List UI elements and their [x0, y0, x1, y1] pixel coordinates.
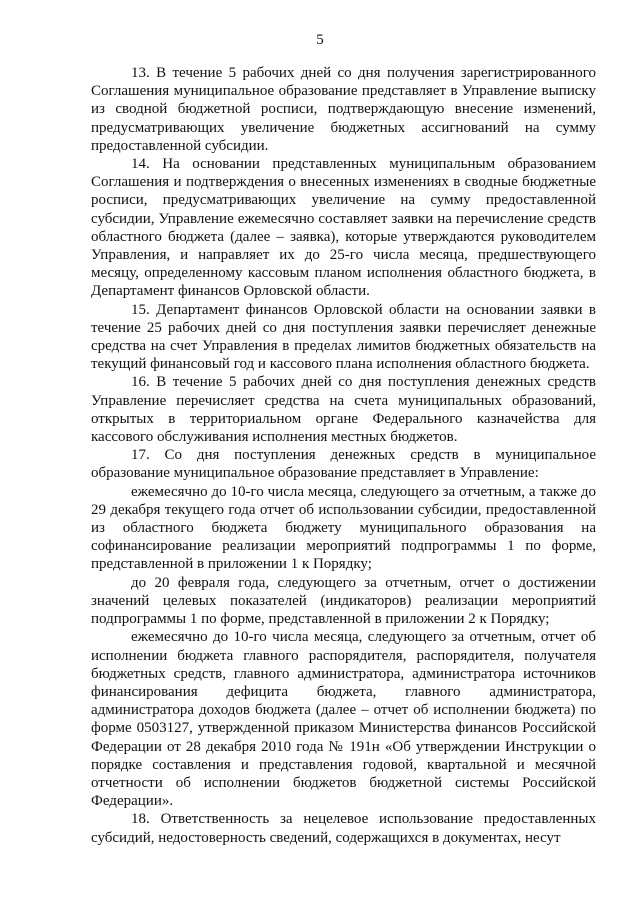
- paragraph-17: 17. Со дня поступления денежных средств в муниципальное образование муниципальное образование представляет в Управление:: [91, 447, 596, 482]
- paragraph-18: 18. Ответственность за нецелевое использование предоставленных субсидий, недостоверность сведений, содержащихся в документах, несут: [91, 811, 596, 846]
- paragraph-13: 13. В течение 5 рабочих дней со дня получения зарегистрированного Соглашения муниципальное образование представляет в Управление выписку из сводной бюджетной росписи, подтверждающую внесение изменений, предусматривающих увеличение бюджетных ассигнований на сумму предоставленной субсидии.: [91, 65, 596, 154]
- paragraph-15: 15. Департамент финансов Орловской области на основании заявки в течение 25 рабочих дней со дня поступления заявки перечисляет денежные средства на счет Управления в пределах лимитов бюджетных обязательств на текущий финансовый год и кассового плана исполнения областного бюджета.: [91, 301, 596, 373]
- paragraph-17-target-indicators-report: до 20 февраля года, следующего за отчетным, отчет о достижении значений целевых показателей (индикаторов) реализации мероприятий подпрограммы 1 по форме, представленной в приложении 2 к Порядку;: [91, 574, 596, 628]
- page-number: 5: [316, 32, 324, 48]
- paragraph-14: 14. На основании представленных муниципальным образованием Соглашения и подтверждения о внесенных изменениях в сводные бюджетные росписи, предусматривающих увеличение на сумму предоставленной субсидии, Управление ежемесячно составляет заявки на перечисление средств областного бюджета (далее – заявка), которые утверждаются руководителем Управления, и направляет их до 25-го числа месяца, предшествующего месяцу, определенному кассовым планом исполнения областного бюджета, в Департамент финансов Орловской области.: [91, 156, 596, 300]
- document-body: [91, 64, 596, 847]
- paragraph-17-monthly-subsidy-report: ежемесячно до 10-го числа месяца, следующего за отчетным, а также до 29 декабря текущего года отчет об использовании субсидии, предоставленной из областного бюджета бюджету муниципального образования на софинансирование реализации мероприятий подпрограммы 1 по форме, представленной в приложении 1 к Порядку;: [91, 483, 596, 573]
- paragraph-16: 16. В течение 5 рабочих дней со дня поступления денежных средств Управление перечисляет средства на счета муниципальных образований, открытых в территориальном органе Федерального казначейства для кассового обслуживания исполнения местных бюджетов.: [91, 374, 596, 446]
- paragraph-17-budget-execution-report: ежемесячно до 10-го числа месяца, следующего за отчетным, отчет об исполнении бюджета главного распорядителя, распорядителя, получателя бюджетных средств, главного администратора, администратора источников финансирования дефицита бюджета, главного администратора, администратора доходов бюджета (далее – отчет об исполнении бюджета) по форме 0503127, утвержденной приказом Министерства финансов Российской Федерации от 28 декабря 2010 года № 191н «Об утверждении Инструкции о порядке составления и представления годовой, квартальной и месячной отчетности об исполнении бюджетов бюджетной системы Российской Федерации».: [91, 629, 596, 810]
